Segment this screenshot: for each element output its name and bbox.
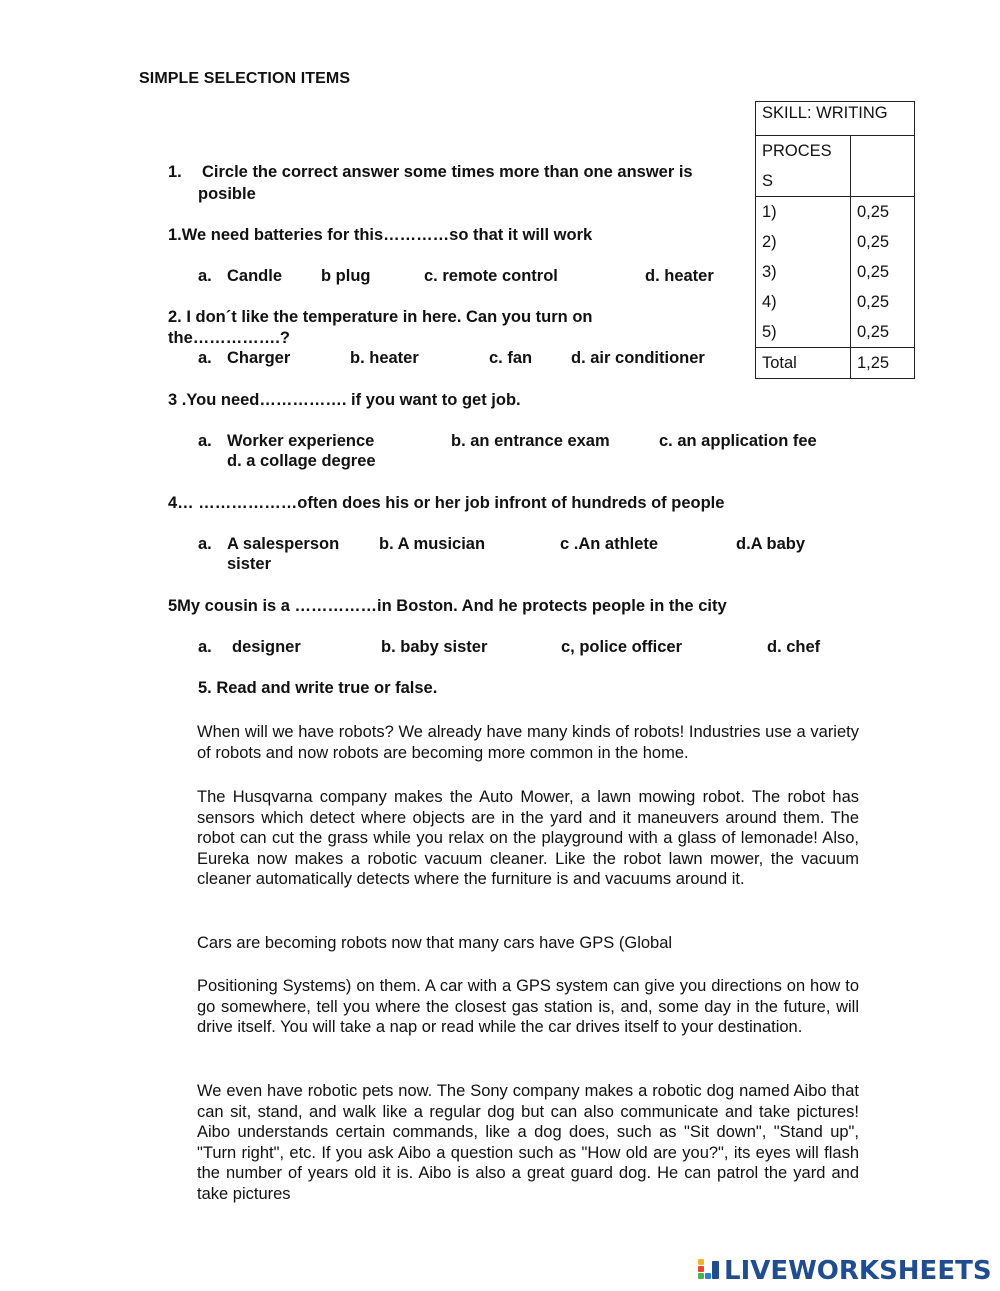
score-item: 2) [756,227,851,257]
q4-option-d[interactable]: d.A baby [736,535,806,553]
process-cell [756,136,851,197]
liveworksheets-logo-icon [698,1259,720,1283]
instruction-line-1: Circle the correct answer some times more than one answer is [202,163,693,181]
score-item: 4) [756,287,851,317]
question-2-stem-line-1: 2. I don´t like the temperature in here. Can you turn on [168,308,593,326]
reading-paragraph-3: Cars are becoming robots now that many cars have GPS (Global [197,934,673,952]
logo-text: LIVEWORKSHEETS [724,1256,992,1286]
q3-option-c[interactable]: c. an application fee [659,432,817,450]
q5-option-b[interactable]: b. baby sister [381,638,488,656]
q2-option-letter: a. [198,349,212,367]
q5-option-d[interactable]: d. chef [767,638,821,656]
q1-option-c[interactable]: c. remote control [424,267,558,285]
score-item: 5) [756,317,851,348]
q1-option-letter: a. [198,267,212,285]
page-title: SIMPLE SELECTION ITEMS [139,70,351,87]
process-empty-cell [851,136,915,197]
instruction-number: 1. [168,163,182,181]
q5-option-a[interactable]: designer [232,638,301,656]
q3-option-d[interactable]: d. a collage degree [227,452,376,470]
q3-option-letter: a. [198,432,212,450]
reading-paragraph-2: The Husqvarna company makes the Auto Mower, a lawn mowing robot. The robot has sensors which detect where objects are in the yard and it maneuvers around them. The robot can cut the grass while you relax on the playground with a glass of lemonade! Also, Eureka now makes a robotic vacuum cleaner. Like the robot lawn mower, the vacuum cleaner automatically detects where the furniture is and vacuums around it. [197,788,859,889]
score-value: 0,25 [851,287,915,317]
score-value: 0,25 [851,317,915,348]
reading-paragraph-5: We even have robotic pets now. The Sony company makes a robotic dog named Aibo that can sit, stand, and walk like a regular dog but can also communicate and take pictures! Aibo understands certain commands, like a dog does, such as "Sit down", "Stand up", "Turn right", etc. If you ask Aibo a question such as "How old are you?", its eyes will flash the number of years old it is. Aibo is also a great guard dog. He can patrol the yard and take pictures [197,1082,859,1203]
q4-option-letter: a. [198,535,212,553]
skill-score-table [755,101,915,379]
q2-option-c[interactable]: c. fan [489,349,533,367]
process-label-1: PROCES [762,142,832,160]
liveworksheets-logo[interactable] [698,1256,992,1286]
total-value: 1,25 [851,348,915,379]
total-label: Total [756,348,851,379]
q3-option-b[interactable]: b. an entrance exam [451,432,610,450]
instruction-line-2: posible [198,185,256,203]
reading-paragraph-4: Positioning Systems) on them. A car with a GPS system can give you directions on how to go somewhere, tell you where the closest gas station is, and, some day in the future, will drive itself. You will take a nap or read while the car drives itself to your destination. [197,977,859,1037]
q5-option-c[interactable]: c, police officer [561,638,683,656]
q1-option-a[interactable]: Candle [227,267,283,285]
score-item: 3) [756,257,851,287]
score-value: 0,25 [851,227,915,257]
q2-option-d[interactable]: d. air conditioner [571,349,705,367]
question-4-stem: 4… ………………often does his or her job infront of hundreds of people [168,494,725,512]
question-5-stem: 5My cousin is a ……………in Boston. And he protects people in the city [168,597,727,615]
q3-option-a[interactable]: Worker experience [227,432,375,450]
q4-option-b[interactable]: b. A musician [379,535,486,553]
process-label-2: S [762,172,774,190]
question-1-stem: 1.We need batteries for this…………so that it will work [168,226,593,244]
score-item: 1) [756,197,851,228]
q2-option-a[interactable]: Charger [227,349,291,367]
q1-option-d[interactable]: d. heater [645,267,714,285]
q1-option-b[interactable]: b plug [321,267,371,285]
q4-option-c[interactable]: c .An athlete [560,535,659,553]
score-value: 0,25 [851,257,915,287]
q4-option-d-cont[interactable]: sister [227,555,272,573]
q4-option-a[interactable]: A salesperson [227,535,340,553]
question-2-stem-line-2: the…………….? [168,329,290,347]
score-value: 0,25 [851,197,915,228]
section-2-title: 5. Read and write true or false. [198,679,438,697]
reading-paragraph-1: When will we have robots? We already have many kinds of robots! Industries use a variety of robots and now robots are becoming more common in the home. [197,723,859,762]
question-3-stem: 3 .You need……………. if you want to get job. [168,391,521,409]
q2-option-b[interactable]: b. heater [350,349,419,367]
skill-header: SKILL: WRITING [756,102,915,136]
q5-option-letter: a. [198,638,212,656]
